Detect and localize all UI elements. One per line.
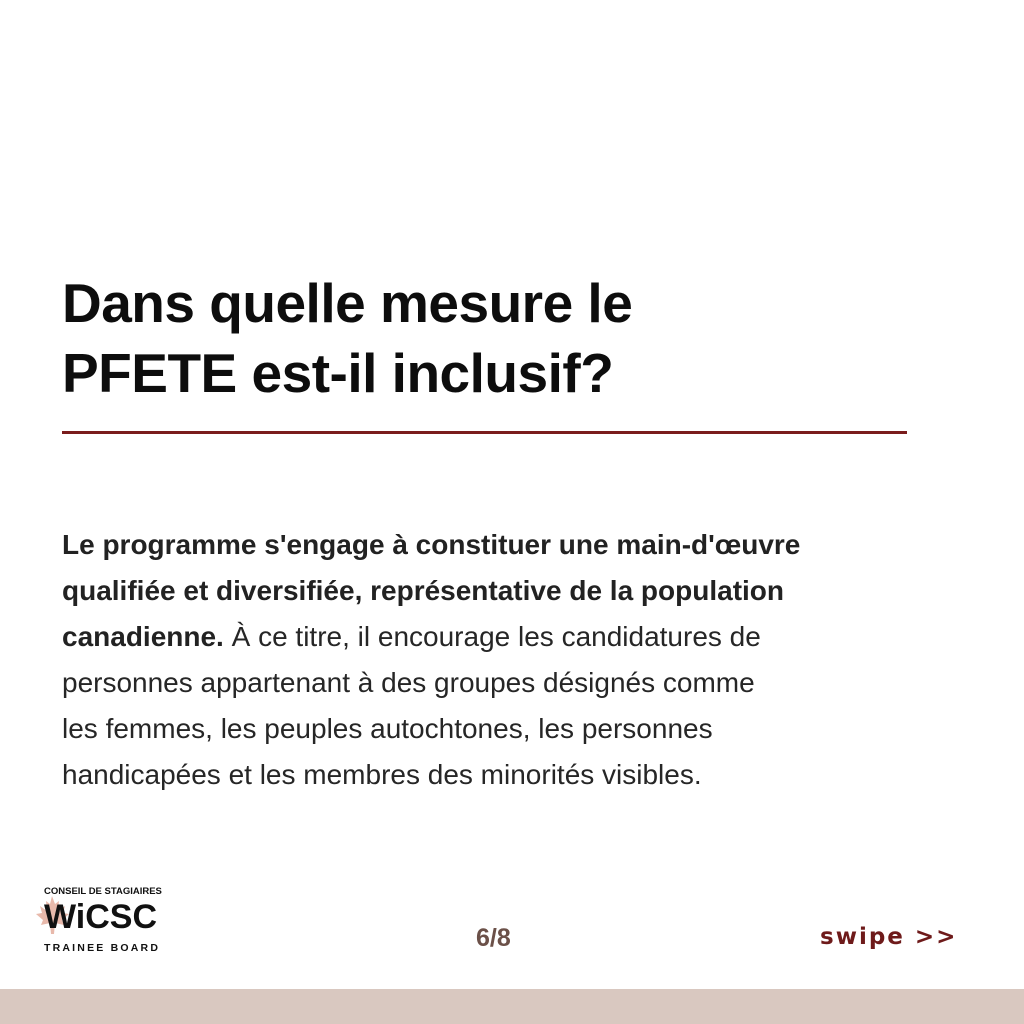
logo-top-text: CONSEIL DE STAGIAIRES bbox=[44, 886, 162, 897]
logo-bottom-text: TRAINEE BOARD bbox=[44, 942, 161, 954]
page-title bbox=[62, 268, 922, 408]
body-line-4: personnes appartenant à des groupes désignés comme bbox=[62, 667, 755, 698]
body-bold-end: canadienne. bbox=[62, 621, 224, 652]
logo-name: WiCSC bbox=[44, 898, 158, 936]
body-line-2: qualifiée et diversifiée, représentative de la population bbox=[62, 575, 784, 606]
title-divider bbox=[62, 431, 907, 434]
title-line-1: Dans quelle mesure le bbox=[62, 272, 633, 334]
body-line-3-rest: À ce titre, il encourage les candidatures de bbox=[223, 621, 761, 652]
swipe-hint: swipe >> bbox=[820, 924, 958, 950]
body-line-5: les femmes, les peuples autochtones, les personnes bbox=[62, 713, 713, 744]
body-line-1: Le programme s'engage à constituer une main-d'œuvre bbox=[62, 529, 801, 560]
body-line-3 bbox=[62, 614, 962, 660]
page-indicator: 6/8 bbox=[476, 924, 511, 952]
title-line-2: PFETE est-il inclusif? bbox=[62, 342, 614, 404]
body-line-6: handicapées et les membres des minorités visibles. bbox=[62, 759, 702, 790]
wicsc-logo bbox=[36, 884, 186, 956]
footer-bar bbox=[0, 989, 1024, 1024]
body-paragraph bbox=[62, 522, 962, 798]
